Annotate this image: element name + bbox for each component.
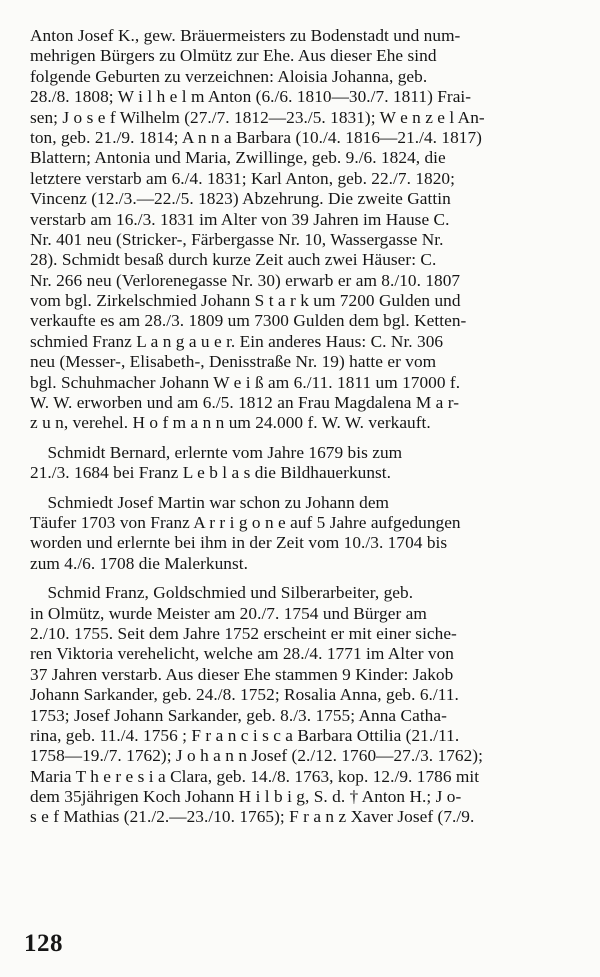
- paragraph-3: [30, 493, 582, 575]
- text-line: W. W. erworben und am 6./5. 1812 an Frau Magdalena M a r-: [30, 393, 459, 413]
- text-line: s e f Mathias (21./2.—23./10. 1765); F r a n z Xaver Josef (7./9.: [30, 807, 475, 827]
- paragraph-4: [30, 583, 582, 828]
- text-line: verstarb am 16./3. 1831 im Alter von 39 Jahren im Hause C.: [30, 209, 450, 229]
- text-line: neu (Messer-, Elisabeth-, Denisstraße Nr. 19) hatte er vom: [30, 352, 437, 372]
- text-line: Vincenz (12./3.—22./5. 1823) Abzehrung. Die zweite Gattin: [30, 189, 451, 209]
- text-line: z u n, verehel. H o f m a n n um 24.000 f. W. W. verkauft.: [30, 413, 431, 433]
- text-line: vom bgl. Zirkelschmied Johann S t a r k um 7200 Gulden und: [30, 291, 461, 311]
- text-line: 28). Schmidt besaß durch kurze Zeit auch zwei Häuser: C.: [30, 250, 437, 270]
- text-line: Schmidt Bernard, erlernte vom Jahre 1679 bis zum: [30, 442, 403, 462]
- text-line: verkaufte es am 28./3. 1809 um 7300 Gulden dem bgl. Ketten-: [30, 311, 467, 331]
- text-line: 21./3. 1684 bei Franz L e b l a s die Bildhauerkunst.: [30, 463, 392, 483]
- text-line: ton, geb. 21./9. 1814; A n n a Barbara (10./4. 1816—21./4. 1817): [30, 127, 482, 147]
- paragraph-2: [30, 443, 582, 484]
- text-line: schmied Franz L a n g a u e r. Ein anderes Haus: C. Nr. 306: [30, 331, 444, 351]
- text-line: 2./10. 1755. Seit dem Jahre 1752 erscheint er mit einer siche-: [30, 623, 457, 643]
- text-line: dem 35jährigen Koch Johann H i l b i g, S. d. † Anton H.; J o-: [30, 787, 462, 807]
- text-line: 28./8. 1808; W i l h e l m Anton (6./6. 1810—30./7. 1811) Frai-: [30, 87, 472, 107]
- text-line: Schmiedt Josef Martin war schon zu Johann dem: [30, 492, 390, 512]
- text-line: Schmid Franz, Goldschmied und Silberarbeiter, geb.: [30, 583, 414, 603]
- text-line: 37 Jahren verstarb. Aus dieser Ehe stammen 9 Kinder: Jakob: [30, 664, 454, 684]
- text-line: 1753; Josef Johann Sarkander, geb. 8./3. 1755; Anna Catha-: [30, 705, 447, 725]
- text-line: ren Viktoria verehelicht, welche am 28./4. 1771 im Alter von: [30, 644, 454, 664]
- paragraph-gap: [30, 484, 582, 493]
- text-line: letztere verstarb am 6./4. 1831; Karl Anton, geb. 22./7. 1820;: [30, 168, 455, 188]
- text-line: Nr. 401 neu (Stricker-, Färbergasse Nr. 10, Wassergasse Nr.: [30, 229, 444, 249]
- text-line: in Olmütz, wurde Meister am 20./7. 1754 und Bürger am: [30, 603, 427, 623]
- paragraph-1: [30, 26, 582, 434]
- text-line: Täufer 1703 von Franz A r r i g o n e auf 5 Jahre aufgedungen: [30, 512, 461, 532]
- text-line: folgende Geburten zu verzeichnen: Aloisia Johanna, geb.: [30, 66, 428, 86]
- text-line: Johann Sarkander, geb. 24./8. 1752; Rosalia Anna, geb. 6./11.: [30, 685, 459, 705]
- text-line: sen; J o s e f Wilhelm (27./7. 1812—23./5. 1831); W e n z e l An-: [30, 107, 485, 127]
- body-text: [30, 26, 582, 828]
- text-line: worden und erlernte bei ihm in der Zeit vom 10./3. 1704 bis: [30, 533, 448, 553]
- paragraph-gap: [30, 574, 582, 583]
- text-line: Blattern; Antonia und Maria, Zwillinge, geb. 9./6. 1824, die: [30, 148, 446, 168]
- page-number: 128: [24, 930, 63, 957]
- text-line: zum 4./6. 1708 die Malerkunst.: [30, 553, 248, 573]
- text-line: mehrigen Bürgers zu Olmütz zur Ehe. Aus dieser Ehe sind: [30, 46, 437, 66]
- text-line: rina, geb. 11./4. 1756 ; F r a n c i s c a Barbara Ottilia (21./11.: [30, 725, 460, 745]
- text-line: Maria T h e r e s i a Clara, geb. 14./8. 1763, kop. 12./9. 1786 mit: [30, 766, 480, 786]
- text-line: 1758—19./7. 1762); J o h a n n Josef (2./12. 1760—27./3. 1762);: [30, 746, 483, 766]
- text-line: bgl. Schuhmacher Johann W e i ß am 6./11. 1811 um 17000 f.: [30, 372, 461, 392]
- text-line: Anton Josef K., gew. Bräuermeisters zu Bodenstadt und num-: [30, 26, 461, 45]
- text-line: Nr. 266 neu (Verlorenegasse Nr. 30) erwarb er am 8./10. 1807: [30, 270, 461, 290]
- paragraph-gap: [30, 434, 582, 443]
